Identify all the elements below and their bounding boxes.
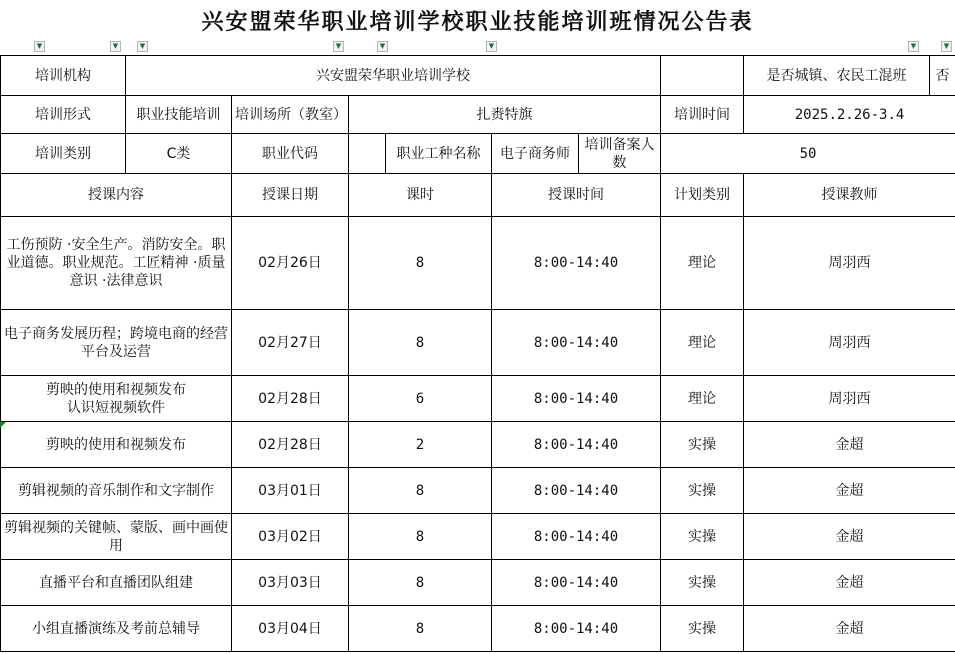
occupation-label-cell[interactable]: 职业工种名称 [386,134,492,174]
table-row [1,514,955,560]
date-cell[interactable]: 03月03日 [232,560,349,606]
type-cell[interactable]: 理论 [661,310,744,376]
filter-dropdown-icon[interactable]: ▼ [110,41,121,52]
table-row [1,310,955,376]
time-label-cell[interactable]: 培训时间 [661,96,744,134]
sheet-title: 兴安盟荣华职业培训学校职业技能培训班情况公告表 [201,8,754,35]
filter-dropdown-icon[interactable]: ▼ [34,41,45,52]
code-label-cell[interactable]: 职业代码 [232,134,349,174]
content-cell[interactable]: 剪辑视频的关键帧、蒙版、画中画使用 [1,514,232,560]
content-cell[interactable]: 小组直播演练及考前总辅导 [1,606,232,652]
date-cell[interactable]: 03月01日 [232,468,349,514]
teacher-cell[interactable]: 金超 [744,468,955,514]
content-cell[interactable]: 剪映的使用和视频发布 认识短视频软件 [1,376,232,422]
time-cell[interactable]: 8:00-14:40 [492,217,661,310]
hours-cell[interactable]: 8 [349,310,492,376]
count-value-cell[interactable]: 50 [661,134,955,174]
date-cell[interactable]: 03月04日 [232,606,349,652]
time-cell[interactable]: 8:00-14:40 [492,606,661,652]
table-row [1,217,955,310]
teacher-cell[interactable]: 周羽西 [744,217,955,310]
filter-dropdown-icon[interactable]: ▼ [377,41,388,52]
teacher-cell[interactable]: 金超 [744,560,955,606]
error-indicator-mark [0,422,6,428]
header-time[interactable]: 授课时间 [492,174,661,217]
autofilter-row [0,40,955,54]
count-label-cell[interactable]: 培训备案人数 [579,134,661,174]
training-table [0,55,955,652]
table-row [1,468,955,514]
category-label-cell[interactable]: 培训类别 [1,134,126,174]
type-cell[interactable]: 实操 [661,422,744,468]
teacher-cell[interactable]: 金超 [744,422,955,468]
filter-dropdown-icon[interactable]: ▼ [908,41,919,52]
time-value-cell[interactable]: 2025.2.26-3.4 [744,96,955,134]
time-cell[interactable]: 8:00-14:40 [492,422,661,468]
institution-name-cell[interactable]: 兴安盟荣华职业培训学校 [126,56,661,96]
filter-dropdown-icon[interactable]: ▼ [137,41,148,52]
teacher-cell[interactable]: 金超 [744,514,955,560]
header-hours[interactable]: 课时 [349,174,492,217]
table-row [1,376,955,422]
filter-dropdown-icon[interactable]: ▼ [333,41,344,52]
hours-cell[interactable]: 8 [349,514,492,560]
type-cell[interactable]: 实操 [661,606,744,652]
date-cell[interactable]: 02月26日 [232,217,349,310]
table-row [1,422,955,468]
hours-cell[interactable]: 6 [349,376,492,422]
content-cell[interactable]: 工伤预防 ·安全生产。消防安全。职业道德。职业规范。工匠精神 ·质量意识 ·法律意识 [1,217,232,310]
time-cell[interactable]: 8:00-14:40 [492,514,661,560]
table-row [1,606,955,652]
institution-label-cell[interactable]: 培训机构 [1,56,126,96]
content-cell[interactable]: 直播平台和直播团队组建 [1,560,232,606]
date-cell[interactable]: 02月28日 [232,422,349,468]
code-value-cell[interactable] [349,134,386,174]
time-cell[interactable]: 8:00-14:40 [492,376,661,422]
type-cell[interactable]: 实操 [661,468,744,514]
header-content[interactable]: 授课内容 [1,174,232,217]
time-cell[interactable]: 8:00-14:40 [492,468,661,514]
form-label-cell[interactable]: 培训形式 [1,96,126,134]
content-cell[interactable]: 剪辑视频的音乐制作和文字制作 [1,468,232,514]
date-cell[interactable]: 02月27日 [232,310,349,376]
hours-cell[interactable]: 8 [349,560,492,606]
teacher-cell[interactable]: 周羽西 [744,310,955,376]
urban-rural-label-cell[interactable]: 是否城镇、农民工混班 [744,56,930,96]
table-row [1,560,955,606]
category-value-cell[interactable]: C类 [126,134,232,174]
type-cell[interactable]: 理论 [661,217,744,310]
type-cell[interactable]: 理论 [661,376,744,422]
type-cell[interactable]: 实操 [661,560,744,606]
time-cell[interactable]: 8:00-14:40 [492,560,661,606]
filter-dropdown-icon[interactable]: ▼ [486,41,497,52]
venue-label-cell[interactable]: 培训场所（教室） [232,96,349,134]
venue-value-cell[interactable]: 扎赉特旗 [349,96,661,134]
content-cell[interactable]: 电子商务发展历程；跨境电商的经营平台及运营 [1,310,232,376]
teacher-cell[interactable]: 周羽西 [744,376,955,422]
form-value-cell[interactable]: 职业技能培训 [126,96,232,134]
header-type[interactable]: 计划类别 [661,174,744,217]
empty-cell[interactable] [661,56,744,96]
date-cell[interactable]: 03月02日 [232,514,349,560]
hours-cell[interactable]: 2 [349,422,492,468]
schedule-body [1,217,955,652]
occupation-value-cell[interactable]: 电子商务师 [492,134,579,174]
hours-cell[interactable]: 8 [349,606,492,652]
filter-dropdown-icon[interactable]: ▼ [941,41,952,52]
urban-rural-value-cell[interactable]: 否 [930,56,955,96]
header-teacher[interactable]: 授课教师 [744,174,955,217]
content-cell[interactable]: 剪映的使用和视频发布 [1,422,232,468]
hours-cell[interactable]: 8 [349,217,492,310]
type-cell[interactable]: 实操 [661,514,744,560]
header-date[interactable]: 授课日期 [232,174,349,217]
time-cell[interactable]: 8:00-14:40 [492,310,661,376]
date-cell[interactable]: 02月28日 [232,376,349,422]
hours-cell[interactable]: 8 [349,468,492,514]
teacher-cell[interactable]: 金超 [744,606,955,652]
